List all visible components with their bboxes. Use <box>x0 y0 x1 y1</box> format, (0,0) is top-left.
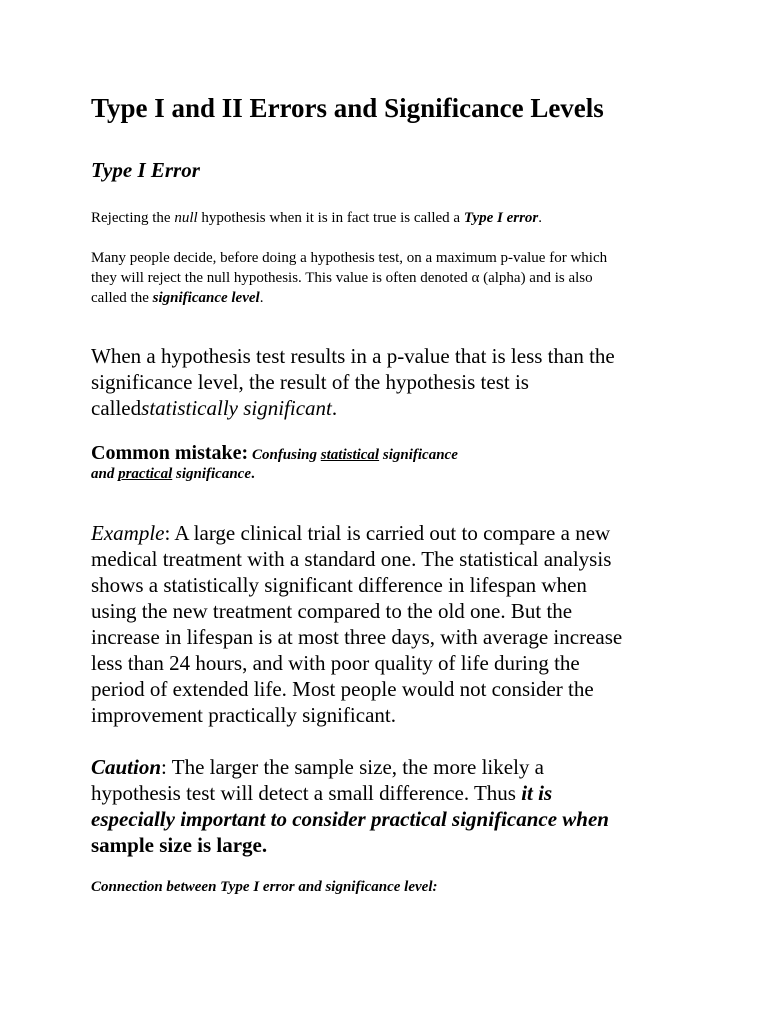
example-line-4: using the new treatment compared to the old one. But the <box>91 599 573 623</box>
paragraph-significance-line-1: Many people decide, before doing a hypothesis test, on a maximum p-value for which <box>91 250 608 266</box>
example-line-6: less than 24 hours, and with poor quality of life during the <box>91 651 580 675</box>
text-run: called the <box>91 290 153 306</box>
section-heading-type-i-error: Type I Error <box>91 158 200 182</box>
paragraph-significance-line-3 <box>91 288 263 308</box>
text-run-emphasis: it is <box>521 781 553 805</box>
text-run-statistical: statistical <box>320 447 380 463</box>
text-run: . <box>331 396 338 420</box>
text-run-null: null <box>174 210 198 226</box>
text-run: : The larger the sample size, the more likely a <box>161 755 544 779</box>
text-run: Confusing <box>248 447 321 463</box>
example-line-3: shows a statistically significant difference in lifespan when <box>91 573 587 597</box>
text-run-type-i-error: Type I error <box>463 210 539 226</box>
example-line-7: period of extended life. Most people would not consider the <box>91 677 594 701</box>
paragraph-statistical-line-2: significance level, the result of the hypothesis test is <box>91 370 529 394</box>
text-run: Rejecting the <box>91 210 175 226</box>
example-line-2: medical treatment with a standard one. The statistical analysis <box>91 547 612 571</box>
text-run: hypothesis when it is in fact true is called a <box>197 210 464 226</box>
text-run: hypothesis test will detect a small difference. Thus <box>91 781 522 805</box>
caution-label: Caution <box>91 755 162 779</box>
caution-line-1 <box>91 754 544 780</box>
text-run: significance <box>172 466 251 482</box>
text-run-statistically-significant: statistically significant <box>141 396 332 420</box>
paragraph-statistical-line-1: When a hypothesis test results in a p-value that is less than the <box>91 344 615 368</box>
caution-line-2 <box>91 780 552 806</box>
caution-line-4: sample size is large. <box>91 833 268 857</box>
example-line-5: increase in lifespan is at most three days, with average increase <box>91 625 623 649</box>
example-label: Example <box>91 521 165 545</box>
connection-heading: Connection between Type I error and significance level: <box>91 879 438 895</box>
paragraph-significance-line-2: they will reject the null hypothesis. This value is often denoted α (alpha) and is also <box>91 270 593 286</box>
page-title: Type I and II Errors and Significance Levels <box>91 93 604 123</box>
text-run: : A large clinical trial is carried out to compare a new <box>164 521 611 545</box>
text-run: . <box>538 210 543 226</box>
text-run-practical: practical <box>118 466 173 482</box>
caution-line-3: especially important to consider practical significance when <box>91 807 609 831</box>
text-run: . <box>259 290 264 306</box>
example-line-8: improvement practically significant. <box>91 703 396 727</box>
common-mistake-line-2 <box>91 464 255 484</box>
text-run: significance <box>379 447 458 463</box>
text-run: and <box>91 466 119 482</box>
example-line-1 <box>91 520 610 546</box>
text-run: . <box>251 466 255 482</box>
text-run: called <box>91 396 142 420</box>
common-mistake-label: Common mistake: <box>91 442 249 464</box>
paragraph-definition <box>91 208 542 228</box>
text-run-significance-level: significance level <box>152 290 260 306</box>
paragraph-statistical-line-3 <box>91 395 337 421</box>
